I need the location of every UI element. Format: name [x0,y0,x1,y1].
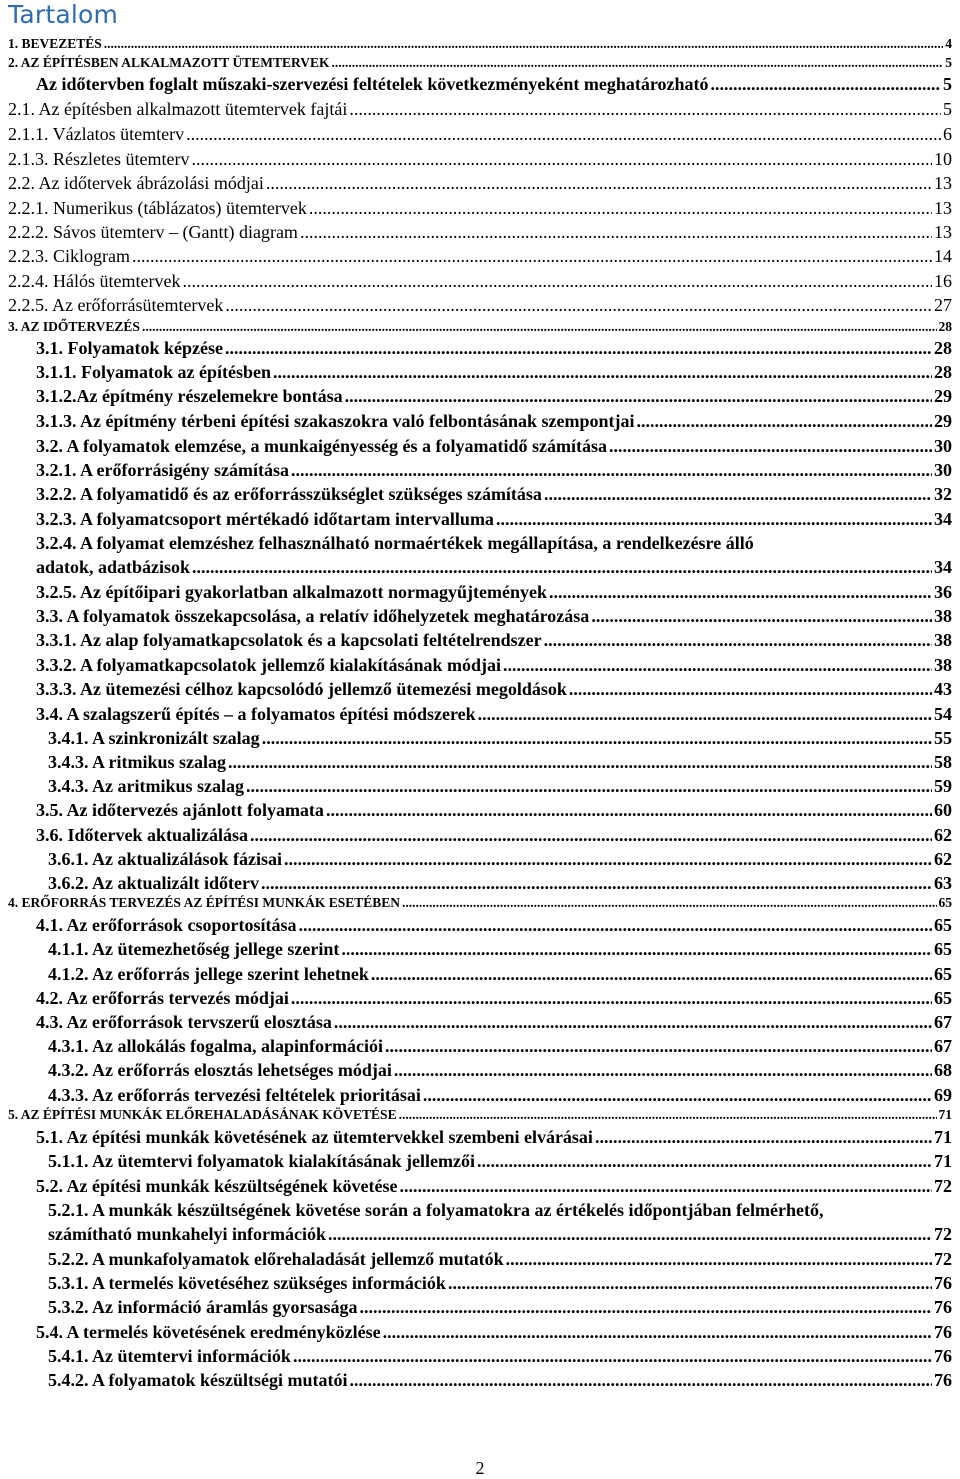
toc-leader [477,1151,932,1172]
toc-leader [371,964,932,985]
toc-entry-label: 5.4.1. Az ütemtervi információk [48,1346,291,1366]
toc-leader [309,198,932,219]
toc-entry[interactable] [8,198,952,219]
toc-entry[interactable] [36,606,952,627]
toc-leader [394,1060,932,1081]
toc-leader [326,800,932,821]
toc-entry-label: Az időtervben foglalt műszaki-szervezési feltételek következményeként meghatározható [36,74,709,94]
toc-entry[interactable] [36,825,952,846]
toc-entry-page: 76 [934,1273,952,1293]
toc-entry-label: 2.1. Az építésben alkalmazott ütemtervek fajtái [8,99,348,119]
toc-leader [191,149,932,170]
toc-entry-label: 3.3.1. Az alap folyamatkapcsolatok és a kapcsolati feltételrendszer [36,630,542,650]
toc-leader [250,825,932,846]
toc-entry-page: 58 [934,752,952,772]
toc-entry[interactable] [8,295,952,316]
toc-entry[interactable] [36,411,952,432]
toc-entry[interactable] [48,1273,952,1294]
toc-leader [636,411,932,432]
toc-entry[interactable] [36,630,952,651]
toc-leader [345,386,932,407]
toc-entry[interactable] [48,1224,952,1245]
toc-entry[interactable] [48,1297,952,1318]
toc-entry-label: adatok, adatbázisok [36,557,191,577]
toc-title: Tartalom [8,0,119,29]
toc-entry-page: 34 [934,509,952,529]
toc-leader [359,1297,932,1318]
toc-leader [385,1036,932,1057]
toc-entry[interactable] [48,1085,952,1106]
toc-leader [448,1273,932,1294]
toc-entry-page: 28 [938,319,952,334]
toc-entry-page: 13 [934,198,952,218]
toc-entry[interactable] [8,55,952,71]
toc-entry[interactable] [36,679,952,700]
toc-leader [298,915,932,936]
toc-entry-label: 3.6.2. Az aktualizált időterv [48,873,259,893]
toc-entry-page: 38 [934,630,952,650]
toc-entry[interactable] [36,74,952,95]
toc-entry-label: 4.1. Az erőforrások csoportosítása [36,915,297,935]
toc-entry-page: 13 [934,222,952,242]
toc-entry-page: 72 [934,1249,952,1269]
toc-entry-page: 69 [934,1085,952,1105]
toc-leader [284,849,932,870]
toc-entry-page: 63 [934,873,952,893]
toc-entry-page: 28 [934,362,952,382]
toc-entry[interactable] [48,1346,952,1367]
toc-entry-line1[interactable]: 3.2.4. A folyamat elemzéshez felhasználható normaértékek megállapítása, a rendelkezésre álló [36,533,754,553]
toc-leader [544,630,932,651]
toc-leader [273,362,932,383]
toc-leader [349,99,941,120]
toc-leader [334,1012,932,1033]
toc-entry-page: 14 [934,246,952,266]
toc-entry[interactable] [48,776,952,797]
toc-entry[interactable] [36,557,952,578]
toc-entry-page: 27 [934,295,952,315]
toc-leader [182,271,932,292]
toc-entry-label: 5.4.2. A folyamatok készültségi mutatói [48,1370,348,1390]
toc-leader [595,1127,932,1148]
toc-entry-page: 59 [934,776,952,796]
toc-entry-page: 67 [934,1036,952,1056]
toc-leader [246,776,932,797]
toc-entry-page: 67 [934,1012,952,1032]
toc-leader [262,728,932,749]
toc-entry-label: 4. ERŐFORRÁS TERVEZÉS AZ ÉPÍTÉSI MUNKÁK ESETÉBEN [8,895,401,910]
toc-entry-page: 76 [934,1370,952,1390]
toc-entry-page: 28 [934,338,952,358]
toc-entry-label: 3.2.3. A folyamatcsoport mértékadó időtartam intervalluma [36,509,494,529]
toc-entry[interactable] [48,849,952,870]
toc-leader [328,1224,932,1245]
toc-leader [341,939,932,960]
toc-entry-page: 5 [943,99,952,119]
toc-leader [186,124,941,145]
toc-entry[interactable] [8,222,952,243]
toc-entry-label: 4.3.1. Az allokálás fogalma, alapinformációi [48,1036,383,1056]
toc-entry[interactable] [8,895,952,911]
toc-entry-label: 3.2.5. Az építőipari gyakorlatban alkalmazott normagyűjtemények [36,582,547,602]
toc-entry[interactable] [36,509,952,530]
toc-entry[interactable] [36,436,952,457]
toc-entry[interactable] [36,800,952,821]
toc-entry-page: 38 [934,655,952,675]
toc-entry-label: 5.3.2. Az információ áramlás gyorsasága [48,1297,358,1317]
toc-entry-page: 68 [934,1060,952,1080]
toc-entry[interactable] [8,246,952,267]
toc-entry[interactable] [48,1060,952,1081]
toc-entry-label: 3.6. Időtervek aktualizálása [36,825,249,845]
toc-entry-page: 76 [934,1346,952,1366]
toc-entry-label: 4.3. Az erőforrások tervszerű elosztása [36,1012,332,1032]
toc-leader [496,509,932,530]
toc-entry-page: 38 [934,606,952,626]
toc-leader [300,222,932,243]
toc-entry-page: 71 [934,1127,952,1147]
toc-entry[interactable] [36,1127,952,1148]
toc-leader [142,319,937,335]
toc-entry-label: 3.1.1. Folyamatok az építésben [36,362,271,382]
toc-entry-label: 2.2.1. Numerikus (táblázatos) ütemtervek [8,198,307,218]
toc-leader [423,1085,932,1106]
toc-entry-page: 62 [934,849,952,869]
toc-entry-page: 32 [934,484,952,504]
toc-entry[interactable] [48,939,952,960]
toc-leader [609,436,932,457]
toc-entry-label: 3.2.2. A folyamatidő és az erőforrásszükséglet szükséges számítása [36,484,542,504]
toc-entry[interactable] [36,1012,952,1033]
toc-leader [293,1346,932,1367]
toc-entry-label: 3. AZ IDŐTERVEZÉS [8,319,140,334]
toc-entry[interactable] [36,362,952,383]
toc-leader [711,74,942,95]
toc-entry-label: 2.2.5. Az erőforrásütemtervek [8,295,224,315]
toc-entry-page: 10 [934,149,952,169]
toc-leader [350,1370,933,1391]
toc-entry-label: 5. AZ ÉPÍTÉSI MUNKÁK ELŐREHALADÁSÁNAK KÖVETÉSE [8,1107,397,1122]
toc-leader [261,873,932,894]
toc-entry[interactable] [48,728,952,749]
toc-entry-label: 4.1.2. Az erőforrás jellege szerint lehetnek [48,964,369,984]
toc-entry-label: 2.2.2. Sávos ütemterv – (Gantt) diagram [8,222,298,242]
toc-entry[interactable] [36,704,952,725]
toc-entry[interactable] [36,988,952,1009]
toc-entry[interactable] [48,1249,952,1270]
toc-entry[interactable] [8,1107,952,1123]
toc-entry-label: 5.1. Az építési munkák követésének az ütemtervekkel szembeni elvárásai [36,1127,593,1147]
toc-entry-label: 2. AZ ÉPÍTÉSBEN ALKALMAZOTT ÜTEMTERVEK [8,55,330,70]
toc-leader [383,1322,932,1343]
toc-entry[interactable] [8,36,952,52]
toc-leader [104,36,943,52]
toc-entry-label: 4.1.1. Az ütemezhetőség jellege szerint [48,939,340,959]
toc-entry-page: 30 [934,460,952,480]
toc-leader [132,246,932,267]
toc-entry[interactable] [48,1151,952,1172]
toc-entry-label: 3.4. A szalagszerű építés – a folyamatos építési módszerek [36,704,476,724]
toc-entry-label: 5.3.1. A termelés követéséhez szükséges információk [48,1273,446,1293]
toc-entry[interactable] [8,149,952,170]
toc-entry-label: 4.2. Az erőforrás tervezés módjai [36,988,289,1008]
toc-entry-label: 3.2. A folyamatok elemzése, a munkaigényesség és a folyamatidő számítása [36,436,607,456]
toc-entry-page: 30 [934,436,952,456]
toc-entry-page: 36 [934,582,952,602]
toc-entry-page: 65 [934,964,952,984]
toc-entry-label: 3.1.3. Az építmény térbeni építési szakaszokra való felbontásának szempontjai [36,411,635,431]
toc-leader [291,460,932,481]
toc-entry-page: 43 [934,679,952,699]
toc-entry-page: 5 [945,55,952,70]
toc-entry[interactable] [36,338,952,359]
toc-leader [400,1176,933,1197]
toc-leader [228,752,932,773]
toc-entry-label: 3.5. Az időtervezés ajánlott folyamata [36,800,324,820]
toc-leader [225,338,932,359]
toc-entry-label: 5.2.2. A munkafolyamatok előrehaladását jellemző mutatók [48,1249,504,1269]
toc-entry-page: 6 [943,124,952,144]
toc-leader [503,655,932,676]
toc-entry[interactable] [36,582,952,603]
toc-entry-page: 62 [934,825,952,845]
toc-entry-label: 3.2.1. A erőforrásigény számítása [36,460,289,480]
toc-entry[interactable] [36,1322,952,1343]
toc-entry[interactable] [36,655,952,676]
toc-entry[interactable] [8,99,952,120]
toc-entry[interactable] [48,873,952,894]
toc-entry-label: 2.2.4. Hálós ütemtervek [8,271,181,291]
toc-leader [399,1107,937,1123]
toc-entry-label: 1. BEVEZETÉS [8,36,102,51]
toc-entry-page: 71 [934,1151,952,1171]
toc-entry[interactable] [48,964,952,985]
toc-entry-label: 3.1. Folyamatok képzése [36,338,223,358]
toc-entry-page: 65 [934,988,952,1008]
toc-entry-page: 5 [943,74,952,94]
toc-leader [506,1249,932,1270]
toc-entry[interactable] [36,484,952,505]
toc-entry-page: 71 [938,1107,952,1122]
toc-leader [591,606,932,627]
toc-leader [569,679,932,700]
toc-entry-label: 2.2.3. Ciklogram [8,246,130,266]
toc-entry-label: 3.3.3. Az ütemezési célhoz kapcsolódó jellemző ütemezési megoldások [36,679,567,699]
toc-entry-page: 16 [934,271,952,291]
toc-entry-label: 3.1.2.Az építmény részelemekre bontása [36,386,343,406]
toc-entry-label: 3.6.1. Az aktualizálások fázisai [48,849,283,869]
toc-entry-label: 2.1.3. Részletes ütemterv [8,149,190,169]
toc-entry-label: 3.4.3. A ritmikus szalag [48,752,227,772]
toc-entry-label: 5.1.1. Az ütemtervi folyamatok kialakításának jellemzői [48,1151,475,1171]
toc-entry[interactable] [48,1370,952,1391]
toc-entry[interactable] [36,1176,952,1197]
toc-entry-page: 65 [938,895,952,910]
toc-entry-page: 65 [934,915,952,935]
toc-entry-page: 29 [934,386,952,406]
toc-entry-page: 13 [934,173,952,193]
toc-entry-label: 5.2. Az építési munkák készültségének követése [36,1176,398,1196]
toc-leader [192,557,932,578]
toc-entry-label: 4.3.3. Az erőforrás tervezési feltételek prioritásai [48,1085,421,1105]
toc-leader [549,582,932,603]
toc-entry-label: 2.2. Az időtervek ábrázolási módjai [8,173,264,193]
toc-leader [331,55,943,71]
toc-entry-label: 3.4.3. Az aritmikus szalag [48,776,244,796]
toc-entry-page: 60 [934,800,952,820]
toc-entry[interactable] [8,319,952,335]
toc-entry-page: 76 [934,1322,952,1342]
page-number: 2 [475,1458,485,1478]
toc-leader [402,895,936,911]
toc-entry[interactable] [8,271,952,292]
toc-leader [291,988,932,1009]
toc-entry-label: 3.3. A folyamatok összekapcsolása, a relatív időhelyzetek meghatározása [36,606,590,626]
toc-entry-page: 34 [934,557,952,577]
toc-entry-label: 3.3.2. A folyamatkapcsolatok jellemző kialakításának módjai [36,655,502,675]
toc-entry-label: 3.4.1. A szinkronizált szalag [48,728,260,748]
toc-entry-page: 29 [934,411,952,431]
toc-entry[interactable] [48,1036,952,1057]
toc-entry-page: 4 [945,36,952,51]
toc-entry-page: 54 [934,704,952,724]
toc-entry-label: 2.1.1. Vázlatos ütemterv [8,124,185,144]
toc-entry-page: 72 [934,1224,952,1244]
toc-entry-label: számítható munkahelyi információk [48,1224,327,1244]
toc-entry[interactable] [36,460,952,481]
toc-leader [266,173,932,194]
toc-leader [544,484,932,505]
toc-entry-page: 55 [934,728,952,748]
toc-leader [478,704,932,725]
toc-leader [225,295,932,316]
toc-entry[interactable] [8,173,952,194]
toc-entry-line1[interactable]: 5.2.1. A munkák készültségének követése során a folyamatokra az értékelés időpontjában felmérhető, [48,1200,824,1220]
toc-entry-label: 4.3.2. Az erőforrás elosztás lehetséges módjai [48,1060,392,1080]
toc-entry[interactable] [48,752,952,773]
toc-entry-label: 5.4. A termelés követésének eredményközlése [36,1322,381,1342]
toc-entry-page: 65 [934,939,952,959]
toc-entry[interactable] [36,915,952,936]
toc-entry-page: 72 [934,1176,952,1196]
toc-entry-page: 76 [934,1297,952,1317]
toc-entry[interactable] [36,386,952,407]
toc-entry[interactable] [8,124,952,145]
